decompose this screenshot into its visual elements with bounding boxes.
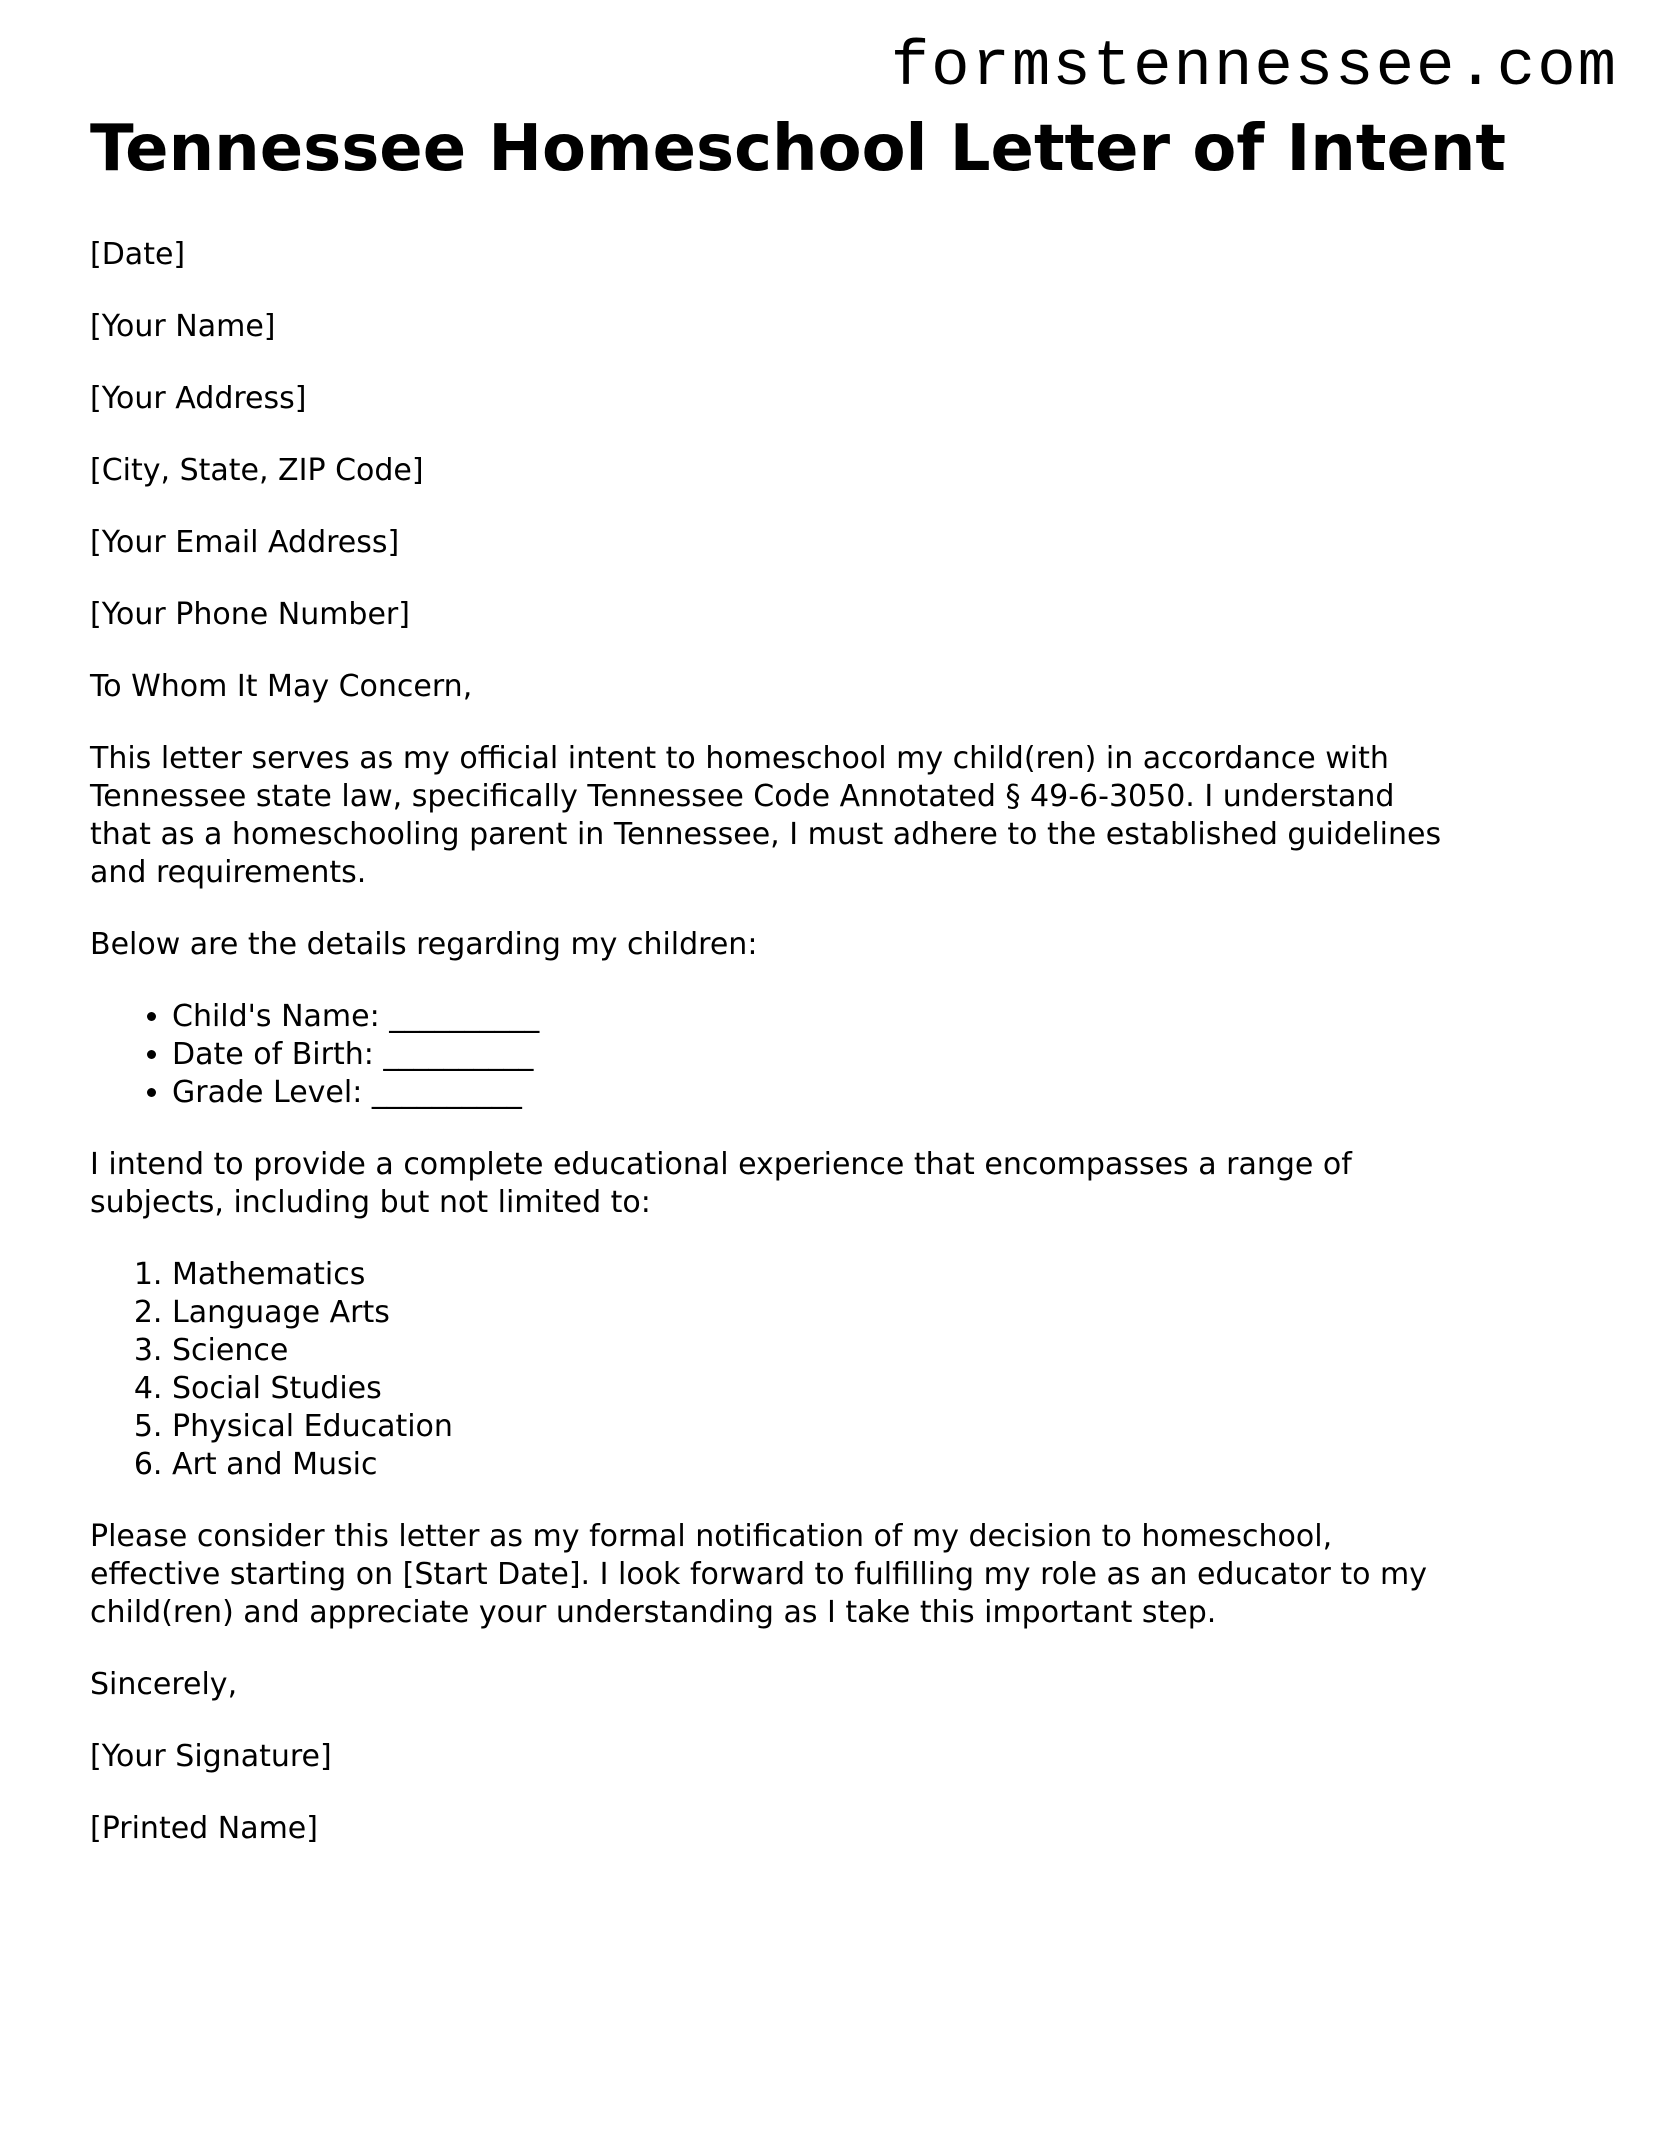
intro-paragraph-line: that as a homeschooling parent in Tennessee, I must adhere to the established guidelines [90, 817, 1442, 852]
children-details-intro: Below are the details regarding my children: [90, 927, 758, 962]
date-of-birth-field-item: • Date of Birth: __________ [172, 1036, 1550, 1074]
subject-item-social-studies: 4. Social Studies [172, 1370, 1550, 1408]
subject-item-language-arts: 2. Language Arts [172, 1294, 1550, 1332]
printed-name-placeholder-line: [Printed Name] [90, 1811, 318, 1846]
intro-paragraph [90, 740, 1550, 892]
subjects-intro-line: I intend to provide a complete educational experience that encompasses a range of [90, 1147, 1352, 1182]
document-title: Tennessee Homeschool Letter of Intent [90, 112, 1506, 186]
subjects-list [90, 1256, 1550, 1484]
intro-paragraph-line: and requirements. [90, 855, 367, 890]
salutation: To Whom It May Concern, [90, 669, 473, 704]
site-watermark: formstennessee.com [890, 32, 1618, 104]
children-details-list [90, 998, 1550, 1112]
intro-paragraph-line: This letter serves as my official intent to homeschool my child(ren) in accordance with [90, 741, 1389, 776]
your-name-placeholder-line: [Your Name] [90, 309, 276, 344]
email-placeholder-line: [Your Email Address] [90, 525, 400, 560]
subject-item-mathematics: 1. Mathematics [172, 1256, 1550, 1294]
your-address-placeholder-line: [Your Address] [90, 381, 307, 416]
subjects-intro-line: subjects, including but not limited to: [90, 1185, 651, 1220]
intro-paragraph-line: Tennessee state law, specifically Tennessee Code Annotated § 49-6-3050. I understand [90, 779, 1395, 814]
closing-paragraph-line: Please consider this letter as my formal notification of my decision to homeschool, [90, 1519, 1333, 1554]
closing-paragraph [90, 1518, 1550, 1632]
phone-placeholder-line: [Your Phone Number] [90, 597, 410, 632]
subject-item-art-and-music: 6. Art and Music [172, 1446, 1550, 1484]
date-placeholder-line: [Date] [90, 237, 186, 272]
city-state-zip-placeholder-line: [City, State, ZIP Code] [90, 453, 424, 488]
subject-item-science: 3. Science [172, 1332, 1550, 1370]
subjects-intro-paragraph [90, 1146, 1550, 1222]
closing-paragraph-line: effective starting on [Start Date]. I look forward to fulfilling my role as an educator to my [90, 1557, 1427, 1592]
child-name-field-item: • Child's Name: __________ [172, 998, 1550, 1036]
subject-item-physical-education: 5. Physical Education [172, 1408, 1550, 1446]
closing-paragraph-line: child(ren) and appreciate your understanding as I take this important step. [90, 1595, 1217, 1630]
signature-placeholder-line: [Your Signature] [90, 1739, 332, 1774]
grade-level-field-item: • Grade Level: __________ [172, 1074, 1550, 1112]
sign-off: Sincerely, [90, 1667, 238, 1702]
